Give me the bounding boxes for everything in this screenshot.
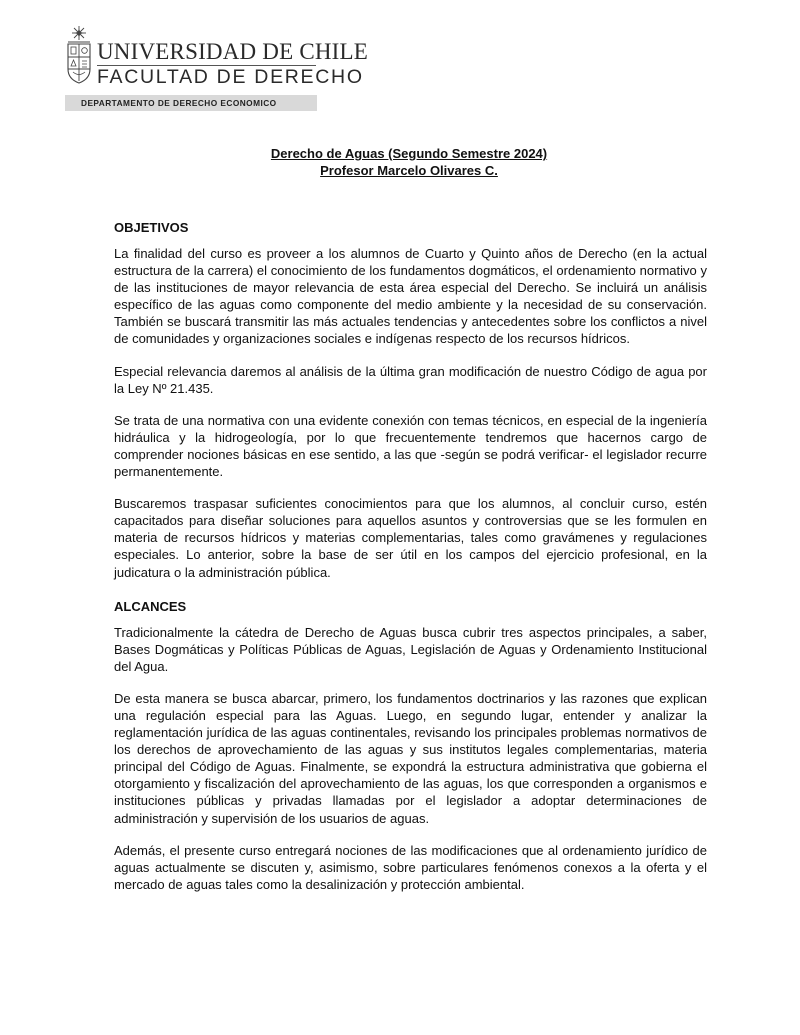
faculty-name: FACULTAD DE DERECHO: [97, 66, 364, 88]
paragraph: Especial relevancia daremos al análisis de la última gran modificación de nuestro Código de agua por la Ley Nº 21.435.: [114, 363, 707, 396]
paragraph: Tradicionalmente la cátedra de Derecho de Aguas busca cubrir tres aspectos principales, a saber, Bases Dogmáticas y Políticas Públicas de Aguas, Legislación de Aguas y Ordenamiento Institucional del Agua.: [114, 624, 707, 674]
paragraph: Además, el presente curso entregará nociones de las modificaciones que al ordenamiento jurídico de aguas actualmente se discuten y, asimismo, sobre particulares fenómenos conexos a la oferta y el mercado de aguas tales como la desalinización y protección ambiental.: [114, 842, 707, 892]
paragraph: Se trata de una normativa con una evidente conexión con temas técnicos, en especial de la ingeniería hidráulica y la hidrogeología, por lo que frecuentemente tendremos que hacernos cargo de comprender nociones básicas en ese sentido, a las que -según se podrá verificar- el legislador recurre permanentemente.: [114, 412, 707, 480]
paragraph: De esta manera se busca abarcar, primero, los fundamentos doctrinarios y las razones que explican una regulación especial para las Aguas. Luego, en segundo lugar, entender y analizar la reglamentación jurídica de las aguas continentales, revisando los principales problemas normativos de los derechos de aprovechamiento de las aguas y sus institutos legales complementarias, materia principal del Código de Aguas. Finalmente, se expondrá la estructura administrativa que gobierna el otorgamiento y fiscalización del aprovechamiento de las aguas, los que corresponden a organismos e instituciones públicas y privadas llamadas por el legislador a adoptar determinaciones de administración y supervisión de los usuarios de aguas.: [114, 690, 707, 826]
university-seal-icon: [64, 25, 94, 85]
course-title: Derecho de Aguas (Segundo Semestre 2024): [270, 146, 548, 161]
institution-header: [64, 25, 369, 91]
section-heading-alcances: ALCANCES: [114, 598, 187, 614]
section-heading-objetivos: OBJETIVOS: [114, 220, 189, 235]
document-title: [0, 145, 800, 179]
document-body: [114, 219, 707, 893]
department-name: DEPARTAMENTO DE DERECHO ECONOMICO: [81, 98, 277, 108]
paragraph: La finalidad del curso es proveer a los alumnos de Cuarto y Quinto años de Derecho (en la actual estructura de la carrera) el conocimiento de los fundamentos dogmáticos, el ordenamiento normativo y de las instituciones de mayor relevancia de esta área especial del Derecho. Se incluirá un análisis específico de las aguas como componente del medio ambiente y la necesidad de su conservación. También se buscará transmitir las más actuales tendencias y antecedentes sobre los conflictos a nivel de comunidades y organizaciones sociales e indígenas respecto de los recursos hídricos.: [114, 246, 707, 347]
professor-name: Profesor Marcelo Olivares C.: [320, 163, 498, 178]
paragraph: Buscaremos traspasar suficientes conocimientos para que los alumnos, al concluir curso, estén capacitados para diseñar soluciones para aquellos asuntos y controversias que se les formulen en materia de recursos hídricos y materias complementarias, tales como gravámenes y regulaciones especiales. Lo anterior, sobre la base de ser útil en los campos del ejercicio profesional, en la judicatura o la administración pública.: [114, 496, 707, 580]
university-name: UNIVERSIDAD DE CHILE: [97, 39, 369, 64]
department-bar: [65, 95, 317, 111]
